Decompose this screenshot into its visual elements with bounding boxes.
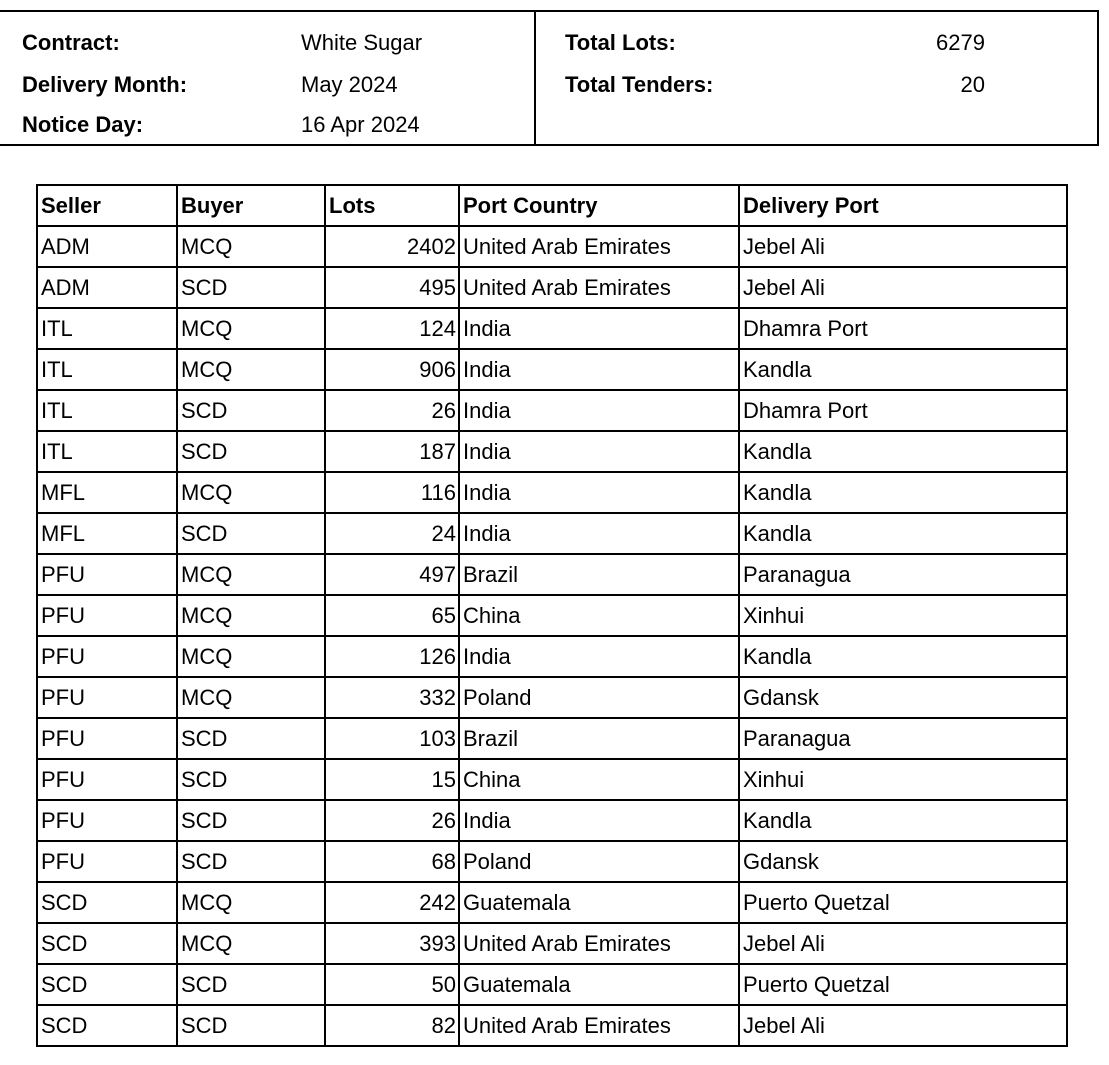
buyer-cell: MCQ xyxy=(177,472,325,513)
buyer-cell: MCQ xyxy=(177,349,325,390)
table-row xyxy=(37,513,1067,554)
delivery-port-cell: Jebel Ali xyxy=(739,923,1067,964)
table-row xyxy=(37,431,1067,472)
lots-cell: 24 xyxy=(325,513,459,554)
table-row xyxy=(37,882,1067,923)
port-country-cell: United Arab Emirates xyxy=(459,923,739,964)
delivery-port-cell: Puerto Quetzal xyxy=(739,964,1067,1005)
total-tenders-value: 20 xyxy=(960,72,985,97)
port-country-cell: China xyxy=(459,759,739,800)
seller-cell: PFU xyxy=(37,677,177,718)
tenders-table xyxy=(36,184,1068,1047)
buyer-cell: SCD xyxy=(177,718,325,759)
lots-cell: 65 xyxy=(325,595,459,636)
buyer-cell: SCD xyxy=(177,1005,325,1046)
table-row xyxy=(37,841,1067,882)
table-row xyxy=(37,308,1067,349)
delivery-port-cell: Kandla xyxy=(739,800,1067,841)
port-country-cell: Guatemala xyxy=(459,964,739,1005)
port-country-cell: China xyxy=(459,595,739,636)
port-country-cell: Poland xyxy=(459,677,739,718)
delivery-port-cell: Kandla xyxy=(739,431,1067,472)
seller-cell: PFU xyxy=(37,554,177,595)
delivery-port-cell: Puerto Quetzal xyxy=(739,882,1067,923)
buyer-cell: MCQ xyxy=(177,677,325,718)
port-country-cell: Guatemala xyxy=(459,882,739,923)
delivery-port-cell: Xinhui xyxy=(739,759,1067,800)
table-row xyxy=(37,595,1067,636)
buyer-cell: MCQ xyxy=(177,882,325,923)
seller-cell: ADM xyxy=(37,226,177,267)
seller-cell: SCD xyxy=(37,1005,177,1046)
lots-cell: 495 xyxy=(325,267,459,308)
buyer-cell: MCQ xyxy=(177,554,325,595)
seller-cell: PFU xyxy=(37,636,177,677)
buyer-cell: SCD xyxy=(177,513,325,554)
delivery-month-value: May 2024 xyxy=(301,72,398,97)
delivery-port-cell: Kandla xyxy=(739,349,1067,390)
delivery-port-cell: Gdansk xyxy=(739,677,1067,718)
table-row xyxy=(37,267,1067,308)
delivery-port-cell: Paranagua xyxy=(739,554,1067,595)
seller-cell: SCD xyxy=(37,882,177,923)
port-country-cell: India xyxy=(459,308,739,349)
buyer-cell: SCD xyxy=(177,841,325,882)
seller-cell: SCD xyxy=(37,923,177,964)
seller-cell: MFL xyxy=(37,513,177,554)
column-header-lots: Lots xyxy=(325,185,459,226)
summary-left-panel xyxy=(0,10,536,146)
lots-cell: 68 xyxy=(325,841,459,882)
notice-day-label: Notice Day: xyxy=(22,112,144,137)
table-row xyxy=(37,554,1067,595)
port-country-cell: Brazil xyxy=(459,554,739,595)
port-country-cell: India xyxy=(459,431,739,472)
lots-cell: 906 xyxy=(325,349,459,390)
seller-cell: MFL xyxy=(37,472,177,513)
lots-cell: 187 xyxy=(325,431,459,472)
column-header-buyer: Buyer xyxy=(177,185,325,226)
column-header-seller: Seller xyxy=(37,185,177,226)
seller-cell: ITL xyxy=(37,390,177,431)
seller-cell: PFU xyxy=(37,841,177,882)
lots-cell: 26 xyxy=(325,390,459,431)
port-country-cell: United Arab Emirates xyxy=(459,226,739,267)
seller-cell: PFU xyxy=(37,800,177,841)
buyer-cell: SCD xyxy=(177,390,325,431)
table-row xyxy=(37,677,1067,718)
table-row xyxy=(37,472,1067,513)
seller-cell: SCD xyxy=(37,964,177,1005)
lots-cell: 332 xyxy=(325,677,459,718)
port-country-cell: India xyxy=(459,472,739,513)
port-country-cell: India xyxy=(459,800,739,841)
delivery-port-cell: Jebel Ali xyxy=(739,267,1067,308)
port-country-cell: India xyxy=(459,636,739,677)
buyer-cell: SCD xyxy=(177,267,325,308)
table-body xyxy=(37,226,1067,1046)
table-row xyxy=(37,1005,1067,1046)
seller-cell: PFU xyxy=(37,718,177,759)
buyer-cell: SCD xyxy=(177,964,325,1005)
buyer-cell: MCQ xyxy=(177,595,325,636)
table-row xyxy=(37,923,1067,964)
delivery-month-label: Delivery Month: xyxy=(22,72,188,97)
delivery-port-cell: Paranagua xyxy=(739,718,1067,759)
column-header-port-country: Port Country xyxy=(459,185,739,226)
port-country-cell: United Arab Emirates xyxy=(459,1005,739,1046)
port-country-cell: Brazil xyxy=(459,718,739,759)
table-row xyxy=(37,390,1067,431)
delivery-port-cell: Dhamra Port xyxy=(739,390,1067,431)
lots-cell: 393 xyxy=(325,923,459,964)
lots-cell: 242 xyxy=(325,882,459,923)
buyer-cell: MCQ xyxy=(177,226,325,267)
port-country-cell: India xyxy=(459,513,739,554)
seller-cell: ITL xyxy=(37,308,177,349)
seller-cell: PFU xyxy=(37,759,177,800)
table-row xyxy=(37,226,1067,267)
lots-cell: 116 xyxy=(325,472,459,513)
delivery-port-cell: Jebel Ali xyxy=(739,226,1067,267)
lots-cell: 82 xyxy=(325,1005,459,1046)
delivery-port-cell: Kandla xyxy=(739,636,1067,677)
table-header-row xyxy=(37,185,1067,226)
lots-cell: 50 xyxy=(325,964,459,1005)
delivery-port-cell: Dhamra Port xyxy=(739,308,1067,349)
lots-cell: 126 xyxy=(325,636,459,677)
summary-right-panel xyxy=(536,10,1099,146)
lots-cell: 497 xyxy=(325,554,459,595)
notice-day-value: 16 Apr 2024 xyxy=(301,112,420,137)
delivery-port-cell: Kandla xyxy=(739,472,1067,513)
port-country-cell: United Arab Emirates xyxy=(459,267,739,308)
contract-label: Contract: xyxy=(22,30,120,55)
seller-cell: ITL xyxy=(37,431,177,472)
buyer-cell: MCQ xyxy=(177,923,325,964)
port-country-cell: India xyxy=(459,349,739,390)
lots-cell: 2402 xyxy=(325,226,459,267)
buyer-cell: MCQ xyxy=(177,308,325,349)
seller-cell: ADM xyxy=(37,267,177,308)
delivery-port-cell: Kandla xyxy=(739,513,1067,554)
table-row xyxy=(37,636,1067,677)
contract-value: White Sugar xyxy=(301,30,423,55)
buyer-cell: SCD xyxy=(177,800,325,841)
seller-cell: ITL xyxy=(37,349,177,390)
table-row xyxy=(37,349,1067,390)
delivery-port-cell: Jebel Ali xyxy=(739,1005,1067,1046)
table-row xyxy=(37,718,1067,759)
buyer-cell: SCD xyxy=(177,431,325,472)
lots-cell: 15 xyxy=(325,759,459,800)
column-header-delivery-port: Delivery Port xyxy=(739,185,1067,226)
table-row xyxy=(37,759,1067,800)
total-lots-label: Total Lots: xyxy=(565,30,676,55)
port-country-cell: India xyxy=(459,390,739,431)
delivery-port-cell: Xinhui xyxy=(739,595,1067,636)
port-country-cell: Poland xyxy=(459,841,739,882)
lots-cell: 26 xyxy=(325,800,459,841)
lots-cell: 124 xyxy=(325,308,459,349)
table-row xyxy=(37,800,1067,841)
buyer-cell: MCQ xyxy=(177,636,325,677)
table-row xyxy=(37,964,1067,1005)
delivery-port-cell: Gdansk xyxy=(739,841,1067,882)
total-lots-value: 6279 xyxy=(936,30,985,55)
total-tenders-label: Total Tenders: xyxy=(565,72,714,97)
lots-cell: 103 xyxy=(325,718,459,759)
seller-cell: PFU xyxy=(37,595,177,636)
buyer-cell: SCD xyxy=(177,759,325,800)
